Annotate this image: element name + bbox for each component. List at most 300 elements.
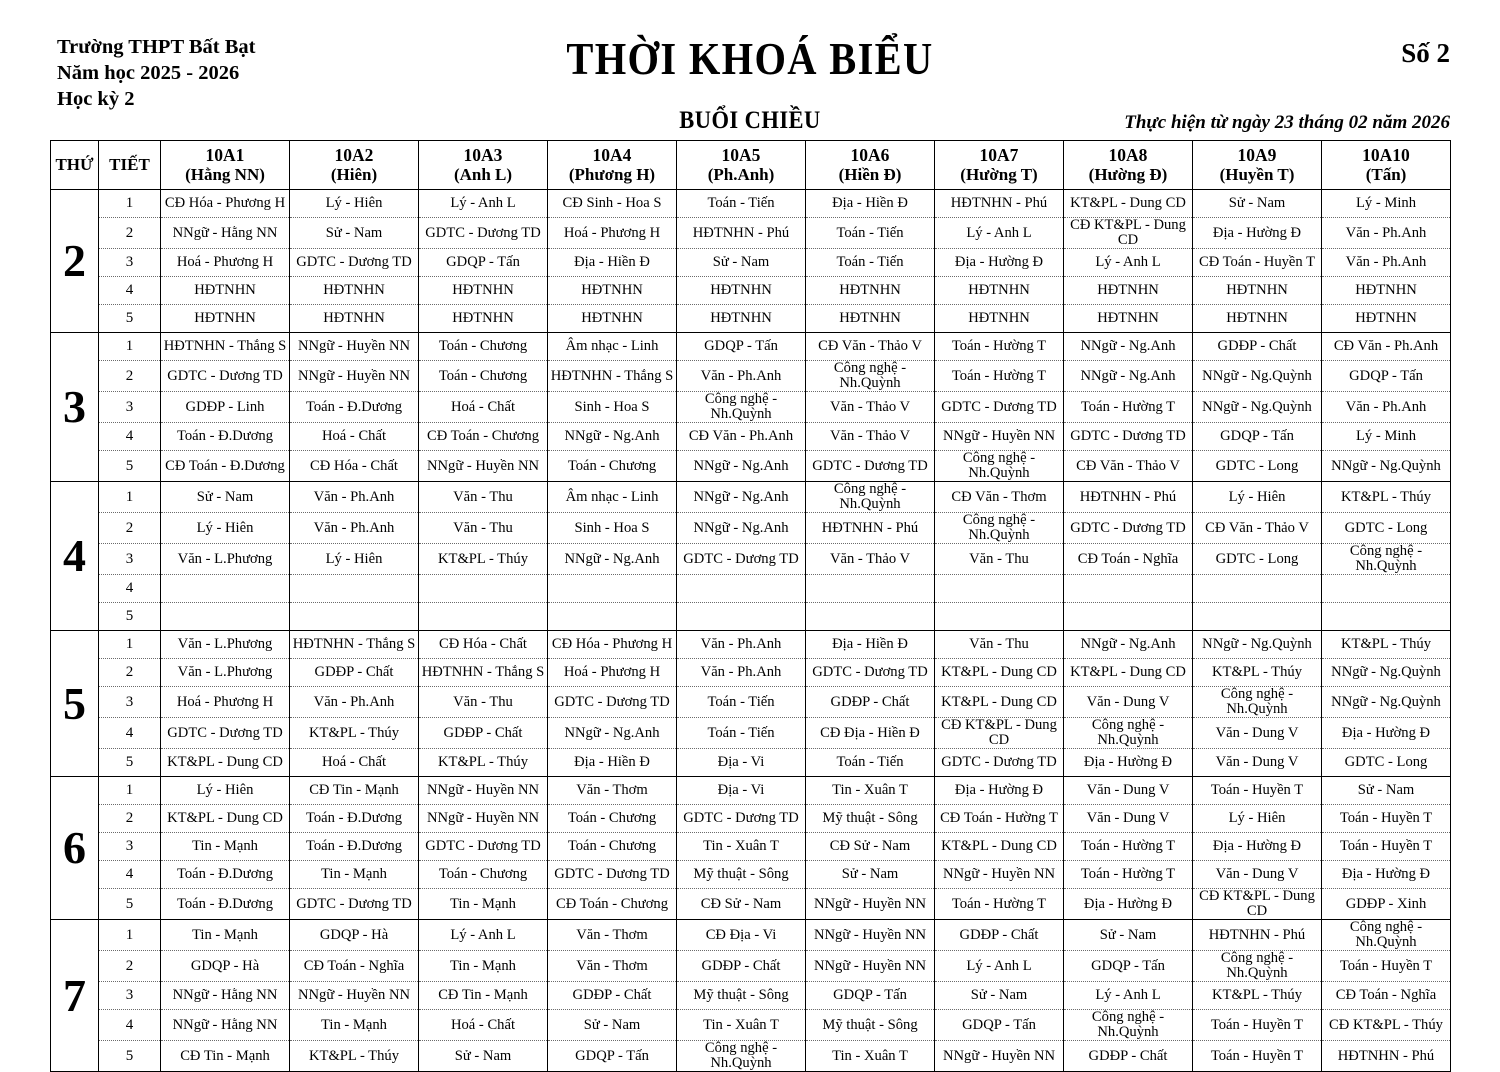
lesson-cell[interactable]: GDĐP - Chất [1193,333,1322,361]
lesson-cell[interactable]: HĐTNHN [1064,305,1193,333]
lesson-cell[interactable]: CĐ Hóa - Phương H [548,631,677,659]
lesson-cell[interactable]: HĐTNHN [935,305,1064,333]
lesson-cell[interactable]: GDTC - Long [1193,451,1322,482]
lesson-cell[interactable]: CĐ KT&PL - Dung CD [935,718,1064,749]
lesson-cell[interactable]: Lý - Hiên [161,777,290,805]
lesson-cell[interactable]: CĐ Hóa - Chất [419,631,548,659]
lesson-cell[interactable]: Âm nhạc - Linh [548,333,677,361]
lesson-cell[interactable]: GDĐP - Chất [290,659,419,687]
lesson-cell[interactable]: Văn - Thu [419,482,548,513]
lesson-cell[interactable]: Toán - Huyền T [1322,951,1451,982]
lesson-cell[interactable]: Văn - Thảo V [806,392,935,423]
lesson-cell[interactable]: NNgữ - Ng.Quỳnh [1322,451,1451,482]
lesson-cell[interactable]: Văn - Dung V [1193,861,1322,889]
lesson-cell[interactable]: Văn - Ph.Anh [290,687,419,718]
lesson-cell[interactable]: Toán - Hường T [935,333,1064,361]
lesson-cell[interactable]: GDTC - Dương TD [161,718,290,749]
lesson-cell[interactable] [806,575,935,603]
lesson-cell[interactable]: Toán - Chương [548,805,677,833]
lesson-cell[interactable]: Mỹ thuật - Sông [677,982,806,1010]
lesson-cell[interactable]: NNgữ - Ng.Quỳnh [1193,361,1322,392]
lesson-cell[interactable]: HĐTNHN - Phú [806,513,935,544]
lesson-cell[interactable] [1322,920,1451,951]
lesson-cell[interactable]: Lý - Hiên [1193,805,1322,833]
lesson-cell[interactable] [419,575,548,603]
lesson-cell[interactable]: GDTC - Dương TD [419,218,548,249]
lesson-cell[interactable]: NNgữ - Ng.Anh [1064,361,1193,392]
lesson-cell[interactable]: NNgữ - Hằng NN [161,1010,290,1041]
lesson-cell[interactable]: Lý - Anh L [935,951,1064,982]
lesson-cell[interactable]: KT&PL - Thúy [290,1041,419,1072]
lesson-cell[interactable]: GDTC - Dương TD [290,249,419,277]
lesson-cell[interactable]: Toán - Đ.Dương [290,833,419,861]
lesson-cell[interactable]: Mỹ thuật - Sông [806,1010,935,1041]
lesson-cell[interactable] [935,513,1064,544]
lesson-cell[interactable] [935,603,1064,631]
lesson-cell[interactable]: Tin - Mạnh [161,920,290,951]
lesson-cell[interactable]: GDQP - Tấn [548,1041,677,1072]
lesson-cell[interactable]: NNgữ - Ng.Anh [1064,333,1193,361]
lesson-cell[interactable]: NNgữ - Hằng NN [161,218,290,249]
lesson-cell[interactable]: Địa - Hường Đ [1064,749,1193,777]
lesson-cell[interactable]: GDĐP - Chất [806,687,935,718]
lesson-cell[interactable]: Địa - Hường Đ [1193,218,1322,249]
lesson-cell[interactable]: CĐ Văn - Ph.Anh [1322,333,1451,361]
lesson-cell[interactable]: CĐ Văn - Thảo V [1064,451,1193,482]
lesson-cell[interactable]: CĐ Văn - Thảo V [1193,513,1322,544]
lesson-cell[interactable]: Lý - Anh L [1064,982,1193,1010]
lesson-cell[interactable]: GDTC - Long [1322,749,1451,777]
lesson-cell[interactable]: GDTC - Dương TD [290,889,419,920]
lesson-cell[interactable]: NNgữ - Huyền NN [290,333,419,361]
lesson-cell[interactable]: CĐ Tin - Mạnh [161,1041,290,1072]
lesson-cell[interactable]: CĐ KT&PL - Thúy [1322,1010,1451,1041]
lesson-cell[interactable]: HĐTNHN [806,305,935,333]
lesson-cell[interactable] [1064,718,1193,749]
lesson-cell[interactable]: HĐTNHN [677,305,806,333]
lesson-cell[interactable]: HĐTNHN [290,277,419,305]
lesson-cell[interactable]: CĐ Toán - Nghĩa [1064,544,1193,575]
lesson-cell[interactable]: Toán - Hường T [1064,861,1193,889]
lesson-cell[interactable]: CĐ Toán - Nghĩa [1322,982,1451,1010]
lesson-cell[interactable]: GDĐP - Chất [419,718,548,749]
lesson-cell[interactable]: Văn - Ph.Anh [1322,249,1451,277]
lesson-cell[interactable]: Toán - Chương [419,361,548,392]
lesson-cell[interactable]: NNgữ - Ng.Quỳnh [1193,631,1322,659]
lesson-cell[interactable]: Địa - Hiền Đ [806,631,935,659]
lesson-cell[interactable]: CĐ KT&PL - Dung CD [1064,218,1193,249]
lesson-cell[interactable]: Lý - Hiên [1193,482,1322,513]
lesson-cell[interactable]: GDQP - Tấn [1322,361,1451,392]
lesson-cell[interactable]: GDQP - Hà [290,920,419,951]
lesson-cell[interactable]: KT&PL - Thúy [290,718,419,749]
lesson-cell[interactable]: KT&PL - Thúy [1322,631,1451,659]
lesson-cell[interactable]: NNgữ - Huyền NN [419,777,548,805]
lesson-cell[interactable] [1064,1010,1193,1041]
lesson-cell[interactable] [1322,544,1451,575]
lesson-cell[interactable]: Văn - Ph.Anh [1322,392,1451,423]
lesson-cell[interactable]: NNgữ - Huyền NN [806,920,935,951]
lesson-cell[interactable]: Toán - Tiến [677,687,806,718]
lesson-cell[interactable]: GDQP - Hà [161,951,290,982]
lesson-cell[interactable]: KT&PL - Dung CD [935,833,1064,861]
lesson-cell[interactable]: KT&PL - Dung CD [161,749,290,777]
lesson-cell[interactable]: Văn - Ph.Anh [677,631,806,659]
lesson-cell[interactable]: HĐTNHN [161,277,290,305]
lesson-cell[interactable]: Văn - Dung V [1064,687,1193,718]
lesson-cell[interactable]: Hoá - Chất [419,392,548,423]
lesson-cell[interactable]: Hoá - Phương H [548,659,677,687]
lesson-cell[interactable]: Lý - Minh [1322,190,1451,218]
lesson-cell[interactable]: HĐTNHN - Thắng S [290,631,419,659]
lesson-cell[interactable]: HĐTNHN [290,305,419,333]
lesson-cell[interactable] [548,603,677,631]
lesson-cell[interactable]: Văn - Thu [935,631,1064,659]
lesson-cell[interactable]: Toán - Chương [419,333,548,361]
lesson-cell[interactable]: CĐ Văn - Thơm [935,482,1064,513]
lesson-cell[interactable]: GDTC - Dương TD [548,861,677,889]
lesson-cell[interactable]: CĐ Tin - Mạnh [419,982,548,1010]
lesson-cell[interactable]: Tin - Mạnh [419,951,548,982]
lesson-cell[interactable]: Lý - Hiên [290,190,419,218]
lesson-cell[interactable]: Địa - Vi [677,777,806,805]
lesson-cell[interactable]: HĐTNHN [677,277,806,305]
lesson-cell[interactable]: HĐTNHN [1322,305,1451,333]
lesson-cell[interactable]: Địa - Hiền Đ [548,749,677,777]
lesson-cell[interactable]: Văn - Thơm [548,920,677,951]
lesson-cell[interactable]: Văn - Ph.Anh [290,482,419,513]
lesson-cell[interactable]: Văn - Thơm [548,951,677,982]
lesson-cell[interactable]: NNgữ - Ng.Quỳnh [1322,687,1451,718]
lesson-cell[interactable]: Sử - Nam [548,1010,677,1041]
lesson-cell[interactable]: CĐ Sinh - Hoa S [548,190,677,218]
lesson-cell[interactable]: KT&PL - Thúy [419,749,548,777]
lesson-cell[interactable]: CĐ Hóa - Phương H [161,190,290,218]
lesson-cell[interactable]: HĐTNHN [806,277,935,305]
lesson-cell[interactable]: GDTC - Dương TD [806,659,935,687]
lesson-cell[interactable]: Sử - Nam [1322,777,1451,805]
lesson-cell[interactable]: CĐ Toán - Nghĩa [290,951,419,982]
lesson-cell[interactable] [1322,603,1451,631]
lesson-cell[interactable]: Sử - Nam [1193,190,1322,218]
lesson-cell[interactable]: Văn - Dung V [1064,805,1193,833]
lesson-cell[interactable]: Văn - Dung V [1064,777,1193,805]
lesson-cell[interactable]: Hoá - Phương H [548,218,677,249]
lesson-cell[interactable]: Văn - L.Phương [161,544,290,575]
lesson-cell[interactable]: Toán - Hường T [1064,392,1193,423]
lesson-cell[interactable]: CĐ Văn - Ph.Anh [677,423,806,451]
lesson-cell[interactable]: GDTC - Dương TD [806,451,935,482]
lesson-cell[interactable]: NNgữ - Huyền NN [806,889,935,920]
lesson-cell[interactable]: KT&PL - Dung CD [161,805,290,833]
lesson-cell[interactable]: GDTC - Dương TD [935,392,1064,423]
lesson-cell[interactable]: NNgữ - Huyền NN [290,361,419,392]
lesson-cell[interactable]: CĐ Địa - Vi [677,920,806,951]
lesson-cell[interactable]: Địa - Hường Đ [1322,861,1451,889]
lesson-cell[interactable]: Sử - Nam [806,861,935,889]
lesson-cell[interactable]: NNgữ - Huyền NN [419,451,548,482]
lesson-cell[interactable]: CĐ Toán - Đ.Dương [161,451,290,482]
lesson-cell[interactable]: NNgữ - Huyền NN [806,951,935,982]
lesson-cell[interactable]: GDTC - Dương TD [419,833,548,861]
lesson-cell[interactable] [419,603,548,631]
lesson-cell[interactable] [290,575,419,603]
lesson-cell[interactable]: Toán - Huyền T [1322,833,1451,861]
lesson-cell[interactable] [1193,687,1322,718]
lesson-cell[interactable]: Toán - Huyền T [1322,805,1451,833]
lesson-cell[interactable]: Văn - Ph.Anh [290,513,419,544]
lesson-cell[interactable]: HĐTNHN - Phú [935,190,1064,218]
lesson-cell[interactable]: HĐTNHN - Phú [1193,920,1322,951]
lesson-cell[interactable]: NNgữ - Huyền NN [419,805,548,833]
lesson-cell[interactable]: GDQP - Tấn [935,1010,1064,1041]
lesson-cell[interactable]: Văn - Thu [935,544,1064,575]
lesson-cell[interactable]: GDTC - Dương TD [677,544,806,575]
lesson-cell[interactable]: Mỹ thuật - Sông [806,805,935,833]
lesson-cell[interactable]: HĐTNHN - Thắng S [161,333,290,361]
lesson-cell[interactable]: Toán - Đ.Dương [161,889,290,920]
lesson-cell[interactable]: Văn - Thảo V [806,423,935,451]
lesson-cell[interactable]: Toán - Tiến [677,718,806,749]
lesson-cell[interactable]: HĐTNHN - Phú [677,218,806,249]
lesson-cell[interactable]: Lý - Anh L [419,190,548,218]
lesson-cell[interactable]: KT&PL - Dung CD [935,659,1064,687]
lesson-cell[interactable]: Hoá - Phương H [161,687,290,718]
lesson-cell[interactable] [806,482,935,513]
lesson-cell[interactable] [548,575,677,603]
lesson-cell[interactable]: GDTC - Dương TD [161,361,290,392]
lesson-cell[interactable] [677,392,806,423]
lesson-cell[interactable]: GDQP - Tấn [806,982,935,1010]
lesson-cell[interactable]: HĐTNHN [161,305,290,333]
lesson-cell[interactable]: GDTC - Long [1322,513,1451,544]
lesson-cell[interactable]: GDĐP - Linh [161,392,290,423]
lesson-cell[interactable]: Văn - L.Phương [161,631,290,659]
lesson-cell[interactable]: Toán - Hường T [935,361,1064,392]
lesson-cell[interactable]: NNgữ - Ng.Anh [677,513,806,544]
lesson-cell[interactable]: Âm nhạc - Linh [548,482,677,513]
lesson-cell[interactable]: NNgữ - Ng.Anh [548,718,677,749]
lesson-cell[interactable]: KT&PL - Thúy [1193,982,1322,1010]
lesson-cell[interactable]: Văn - Thu [419,513,548,544]
lesson-cell[interactable]: Sử - Nam [419,1041,548,1072]
lesson-cell[interactable]: Toán - Đ.Dương [161,861,290,889]
lesson-cell[interactable]: HĐTNHN - Thắng S [419,659,548,687]
lesson-cell[interactable] [806,361,935,392]
lesson-cell[interactable]: Sử - Nam [1064,920,1193,951]
lesson-cell[interactable]: Tin - Mạnh [290,861,419,889]
lesson-cell[interactable]: Toán - Đ.Dương [290,392,419,423]
lesson-cell[interactable]: GDQP - Tấn [1193,423,1322,451]
lesson-cell[interactable]: Lý - Anh L [935,218,1064,249]
lesson-cell[interactable]: CĐ Sử - Nam [806,833,935,861]
lesson-cell[interactable]: CĐ Tin - Mạnh [290,777,419,805]
lesson-cell[interactable]: Văn - Thơm [548,777,677,805]
lesson-cell[interactable]: HĐTNHN [1193,305,1322,333]
lesson-cell[interactable]: NNgữ - Ng.Anh [548,544,677,575]
lesson-cell[interactable] [677,1041,806,1072]
lesson-cell[interactable]: CĐ Toán - Chương [419,423,548,451]
lesson-cell[interactable]: HĐTNHN [935,277,1064,305]
lesson-cell[interactable] [161,603,290,631]
lesson-cell[interactable]: Toán - Đ.Dương [161,423,290,451]
lesson-cell[interactable]: KT&PL - Thúy [419,544,548,575]
lesson-cell[interactable] [1064,603,1193,631]
lesson-cell[interactable]: Tin - Xuân T [677,1010,806,1041]
lesson-cell[interactable]: Tin - Mạnh [161,833,290,861]
lesson-cell[interactable]: Toán - Chương [548,451,677,482]
lesson-cell[interactable]: GDTC - Dương TD [677,805,806,833]
lesson-cell[interactable]: Lý - Hiên [161,513,290,544]
lesson-cell[interactable]: Địa - Hường Đ [935,777,1064,805]
lesson-cell[interactable]: Toán - Tiến [677,190,806,218]
lesson-cell[interactable]: CĐ Địa - Hiền Đ [806,718,935,749]
lesson-cell[interactable]: Văn - Thảo V [806,544,935,575]
lesson-cell[interactable]: Hoá - Chất [290,749,419,777]
lesson-cell[interactable]: Tin - Xuân T [806,1041,935,1072]
lesson-cell[interactable]: HĐTNHN [419,305,548,333]
lesson-cell[interactable]: HĐTNHN [548,277,677,305]
lesson-cell[interactable]: Địa - Hường Đ [1322,718,1451,749]
lesson-cell[interactable]: KT&PL - Thúy [1322,482,1451,513]
lesson-cell[interactable]: Toán - Huyền T [1193,1041,1322,1072]
lesson-cell[interactable]: Văn - Thu [419,687,548,718]
lesson-cell[interactable]: Toán - Hường T [935,889,1064,920]
lesson-cell[interactable]: HĐTNHN [419,277,548,305]
lesson-cell[interactable]: GDTC - Dương TD [1064,423,1193,451]
lesson-cell[interactable] [677,575,806,603]
lesson-cell[interactable]: Văn - Ph.Anh [1322,218,1451,249]
lesson-cell[interactable]: GDTC - Dương TD [548,687,677,718]
lesson-cell[interactable]: Toán - Đ.Dương [290,805,419,833]
lesson-cell[interactable]: HĐTNHN [1322,277,1451,305]
lesson-cell[interactable]: Văn - Dung V [1193,749,1322,777]
lesson-cell[interactable]: HĐTNHN - Phú [1064,482,1193,513]
lesson-cell[interactable]: GDĐP - Chất [935,920,1064,951]
lesson-cell[interactable]: GDQP - Tấn [677,333,806,361]
lesson-cell[interactable]: Tin - Xuân T [677,833,806,861]
lesson-cell[interactable]: HĐTNHN [548,305,677,333]
lesson-cell[interactable] [161,575,290,603]
lesson-cell[interactable]: Toán - Chương [548,833,677,861]
lesson-cell[interactable]: Địa - Hường Đ [1064,889,1193,920]
lesson-cell[interactable] [1064,575,1193,603]
lesson-cell[interactable]: Mỹ thuật - Sông [677,861,806,889]
lesson-cell[interactable]: Hoá - Chất [419,1010,548,1041]
lesson-cell[interactable]: Sử - Nam [677,249,806,277]
lesson-cell[interactable]: GDQP - Tấn [419,249,548,277]
lesson-cell[interactable] [935,451,1064,482]
lesson-cell[interactable]: GDĐP - Chất [1064,1041,1193,1072]
lesson-cell[interactable] [1193,951,1322,982]
lesson-cell[interactable]: Toán - Huyền T [1193,777,1322,805]
lesson-cell[interactable]: GDĐP - Chất [677,951,806,982]
lesson-cell[interactable]: CĐ Văn - Thảo V [806,333,935,361]
lesson-cell[interactable]: KT&PL - Dung CD [1064,659,1193,687]
lesson-cell[interactable]: NNgữ - Huyền NN [935,423,1064,451]
lesson-cell[interactable]: NNgữ - Huyền NN [935,1041,1064,1072]
lesson-cell[interactable]: Lý - Anh L [419,920,548,951]
lesson-cell[interactable]: Sinh - Hoa S [548,392,677,423]
lesson-cell[interactable]: Địa - Hiền Đ [806,190,935,218]
lesson-cell[interactable]: Sử - Nam [290,218,419,249]
lesson-cell[interactable] [677,603,806,631]
lesson-cell[interactable]: NNgữ - Huyền NN [290,982,419,1010]
lesson-cell[interactable]: Văn - Ph.Anh [677,361,806,392]
lesson-cell[interactable]: Hoá - Phương H [161,249,290,277]
lesson-cell[interactable]: CĐ Toán - Hường T [935,805,1064,833]
lesson-cell[interactable] [290,603,419,631]
lesson-cell[interactable]: Địa - Hường Đ [935,249,1064,277]
lesson-cell[interactable]: HĐTNHN [1193,277,1322,305]
lesson-cell[interactable] [1193,575,1322,603]
lesson-cell[interactable]: NNgữ - Ng.Quỳnh [1193,392,1322,423]
lesson-cell[interactable]: CĐ Toán - Chương [548,889,677,920]
lesson-cell[interactable]: Lý - Anh L [1064,249,1193,277]
lesson-cell[interactable] [935,575,1064,603]
lesson-cell[interactable]: Toán - Chương [419,861,548,889]
lesson-cell[interactable]: NNgữ - Ng.Anh [548,423,677,451]
lesson-cell[interactable]: NNgữ - Hằng NN [161,982,290,1010]
lesson-cell[interactable]: GDĐP - Xinh [1322,889,1451,920]
lesson-cell[interactable]: CĐ KT&PL - Dung CD [1193,889,1322,920]
lesson-cell[interactable]: NNgữ - Ng.Anh [1064,631,1193,659]
lesson-cell[interactable]: NNgữ - Ng.Anh [677,451,806,482]
lesson-cell[interactable]: HĐTNHN [1064,277,1193,305]
lesson-cell[interactable]: Lý - Hiên [290,544,419,575]
lesson-cell[interactable]: CĐ Sử - Nam [677,889,806,920]
lesson-cell[interactable]: Toán - Huyền T [1193,1010,1322,1041]
lesson-cell[interactable]: GDTC - Dương TD [1064,513,1193,544]
lesson-cell[interactable]: Toán - Hường T [1064,833,1193,861]
lesson-cell[interactable]: Toán - Tiến [806,749,935,777]
lesson-cell[interactable]: Sử - Nam [161,482,290,513]
lesson-cell[interactable]: Địa - Hiền Đ [548,249,677,277]
lesson-cell[interactable]: Địa - Vi [677,749,806,777]
lesson-cell[interactable]: Toán - Tiến [806,249,935,277]
lesson-cell[interactable]: Văn - Ph.Anh [677,659,806,687]
lesson-cell[interactable]: CĐ Toán - Huyền T [1193,249,1322,277]
lesson-cell[interactable]: KT&PL - Thúy [1193,659,1322,687]
lesson-cell[interactable]: GDQP - Tấn [1064,951,1193,982]
lesson-cell[interactable] [1193,603,1322,631]
lesson-cell[interactable]: KT&PL - Dung CD [1064,190,1193,218]
lesson-cell[interactable]: Hoá - Chất [290,423,419,451]
lesson-cell[interactable]: Sinh - Hoa S [548,513,677,544]
lesson-cell[interactable]: NNgữ - Huyền NN [935,861,1064,889]
lesson-cell[interactable]: GDTC - Long [1193,544,1322,575]
lesson-cell[interactable]: Toán - Tiến [806,218,935,249]
lesson-cell[interactable]: Tin - Xuân T [806,777,935,805]
lesson-cell[interactable]: HĐTNHN - Phú [1322,1041,1451,1072]
lesson-cell[interactable]: Văn - Dung V [1193,718,1322,749]
lesson-cell[interactable]: GDĐP - Chất [548,982,677,1010]
lesson-cell[interactable]: Sử - Nam [935,982,1064,1010]
lesson-cell[interactable]: NNgữ - Ng.Anh [677,482,806,513]
lesson-cell[interactable]: Địa - Hường Đ [1193,833,1322,861]
lesson-cell[interactable]: CĐ Hóa - Chất [290,451,419,482]
lesson-cell[interactable] [1322,575,1451,603]
lesson-cell[interactable]: NNgữ - Ng.Quỳnh [1322,659,1451,687]
lesson-cell[interactable]: Lý - Minh [1322,423,1451,451]
lesson-cell[interactable]: GDTC - Dương TD [935,749,1064,777]
lesson-cell[interactable]: KT&PL - Dung CD [935,687,1064,718]
lesson-cell[interactable] [806,603,935,631]
lesson-cell[interactable]: Văn - L.Phương [161,659,290,687]
lesson-cell[interactable]: Tin - Mạnh [290,1010,419,1041]
lesson-cell[interactable]: HĐTNHN - Thắng S [548,361,677,392]
lesson-cell[interactable]: Tin - Mạnh [419,889,548,920]
